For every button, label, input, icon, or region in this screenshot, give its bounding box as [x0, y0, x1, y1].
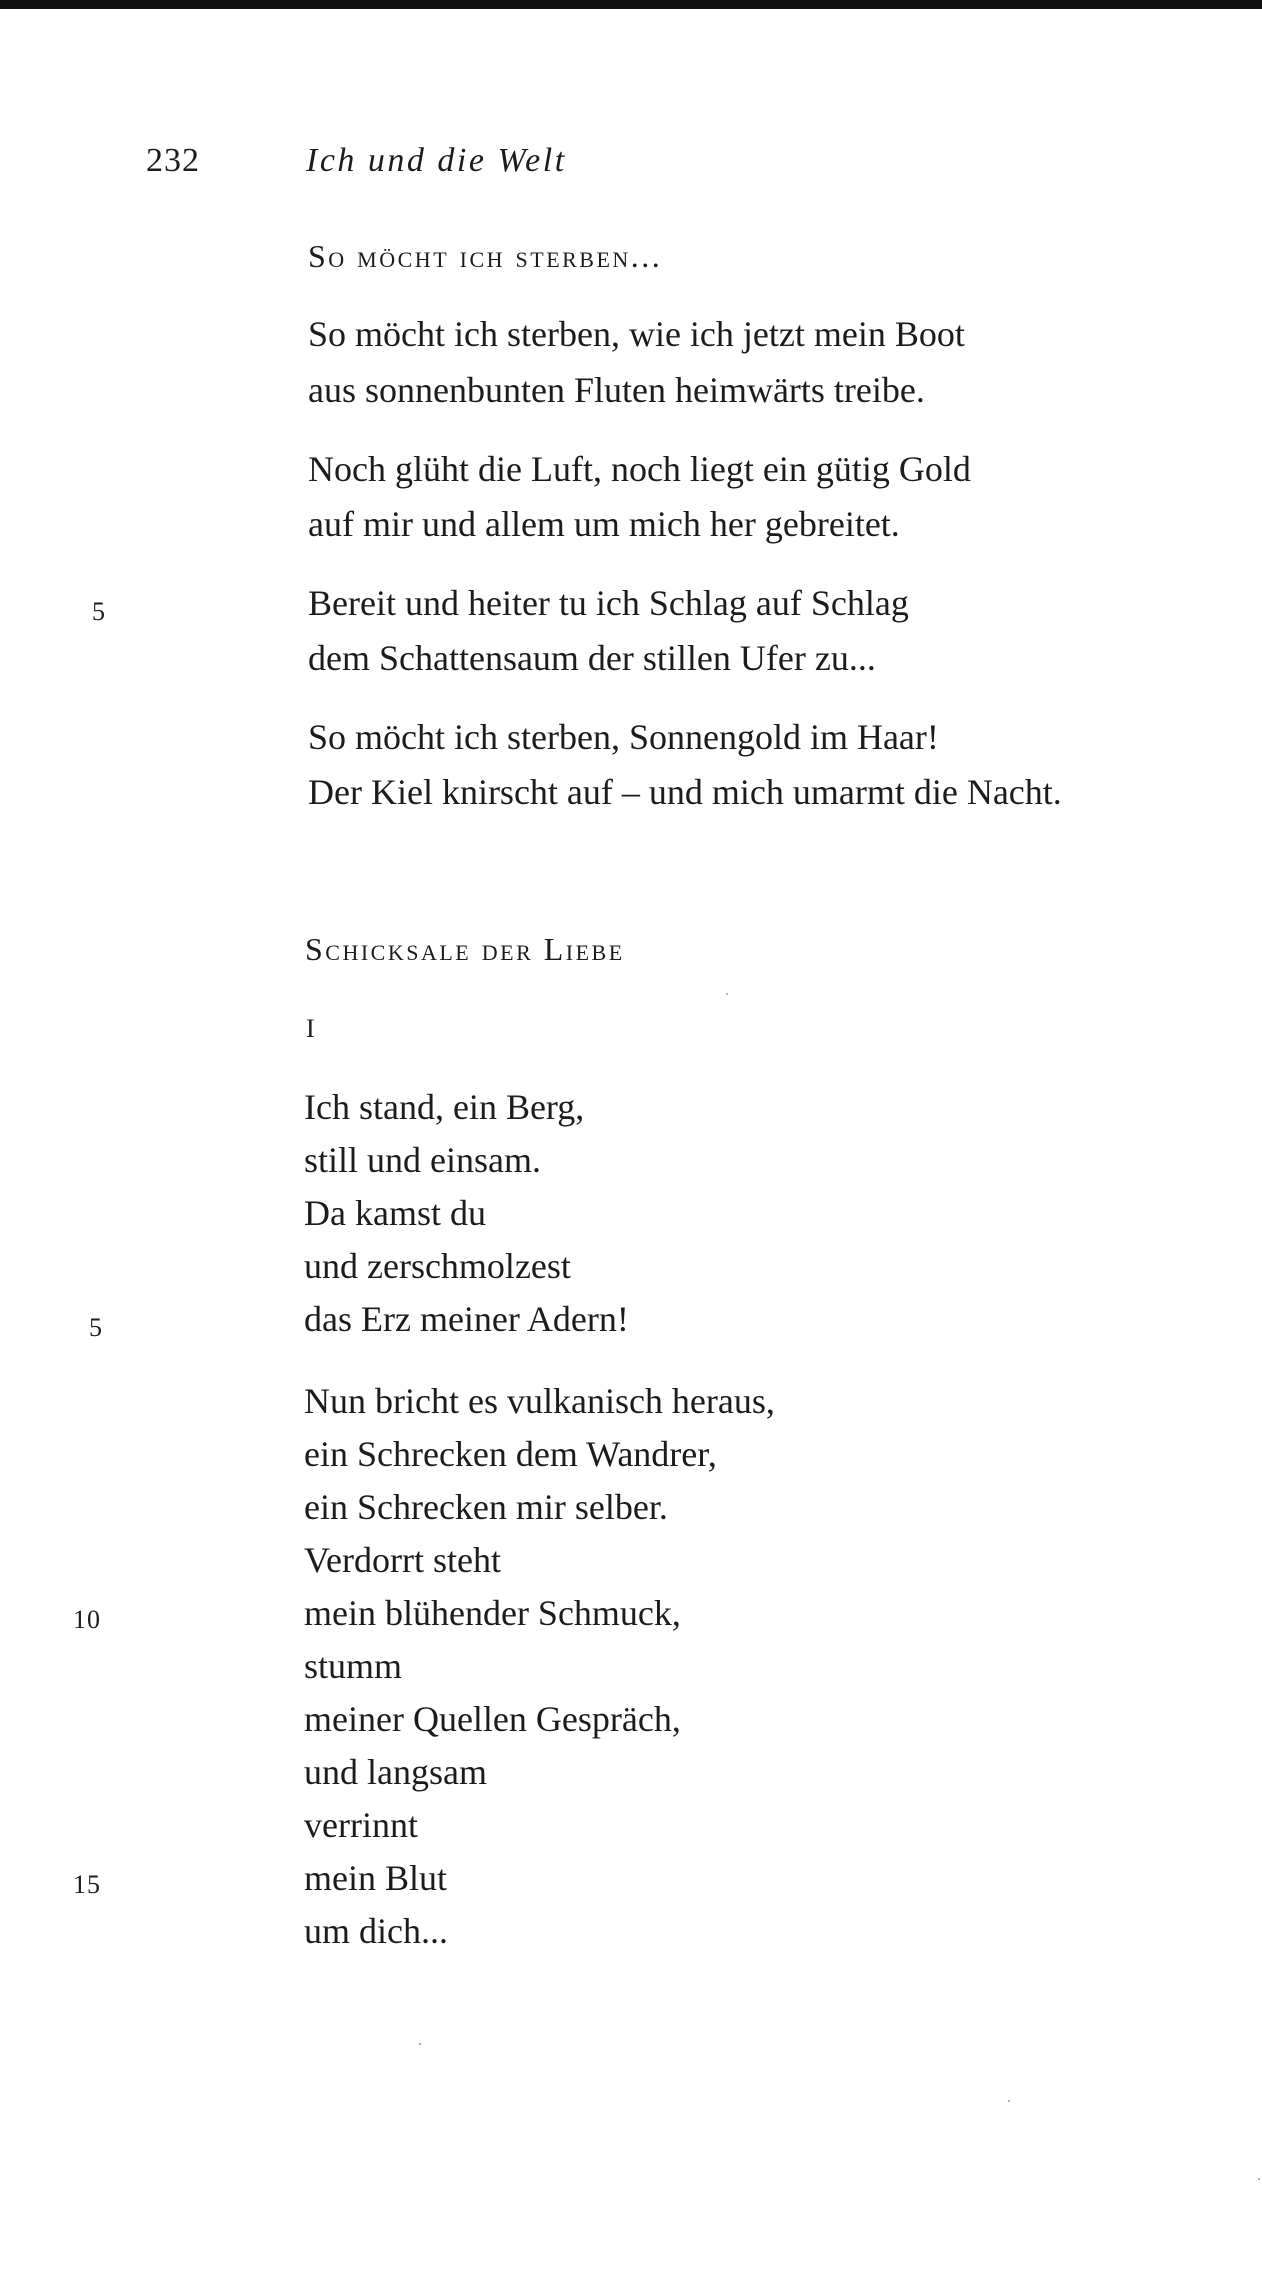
poem-line: Ich stand, ein Berg, — [304, 1087, 585, 1127]
poem-line: meiner Quellen Gespräch, — [304, 1699, 681, 1739]
poem-title: Schicksale der Liebe — [305, 931, 625, 967]
poem-line: So möcht ich sterben, Sonnengold im Haar! — [308, 717, 939, 757]
poem-line: Noch glüht die Luft, noch liegt ein gütig Gold — [308, 449, 971, 489]
poem-line: dem Schattensaum der stillen Ufer zu... — [308, 638, 876, 678]
poem-line: So möcht ich sterben, wie ich jetzt mein Boot — [308, 314, 965, 354]
poem-line: stumm — [304, 1646, 403, 1686]
line-number: 10 — [73, 1605, 101, 1634]
poem-line: still und einsam. — [304, 1140, 541, 1180]
poem-line: Der Kiel knirscht auf – und mich umarmt die Nacht. — [308, 772, 1062, 812]
running-title: Ich und die Welt — [306, 142, 567, 179]
section-numeral: I — [306, 1014, 315, 1043]
poem-line: Verdorrt steht — [304, 1540, 501, 1580]
poem-line: Nun bricht es vulkanisch heraus, — [304, 1381, 775, 1421]
poem-line: um dich... — [304, 1911, 448, 1951]
line-number: 5 — [89, 1313, 103, 1342]
poem-line: und langsam — [304, 1752, 487, 1792]
poem-line: ein Schrecken mir selber. — [304, 1487, 668, 1527]
poem-line: aus sonnenbunten Fluten heimwärts treibe. — [308, 370, 925, 410]
poem-line: und zerschmolzest — [304, 1246, 571, 1286]
poem-line: mein Blut — [304, 1858, 447, 1898]
paper-speck — [419, 2043, 421, 2045]
poem-line: verrinnt — [304, 1805, 418, 1845]
line-number: 5 — [92, 597, 106, 626]
paper-speck — [1258, 2178, 1260, 2180]
paper-speck — [1008, 2100, 1010, 2102]
poem-line: Bereit und heiter tu ich Schlag auf Schlag — [308, 583, 909, 623]
poem-title: So möcht ich sterben... — [308, 238, 663, 274]
poem-line: Da kamst du — [304, 1193, 486, 1233]
top-border-rule — [0, 0, 1262, 9]
page-number: 232 — [146, 142, 200, 179]
poem-line: das Erz meiner Adern! — [304, 1299, 629, 1339]
line-number: 15 — [73, 1870, 101, 1899]
poem-line: mein blühender Schmuck, — [304, 1593, 681, 1633]
paper-speck — [726, 993, 728, 995]
poem-line: auf mir und allem um mich her gebreitet. — [308, 504, 900, 544]
poem-line: ein Schrecken dem Wandrer, — [304, 1434, 717, 1474]
